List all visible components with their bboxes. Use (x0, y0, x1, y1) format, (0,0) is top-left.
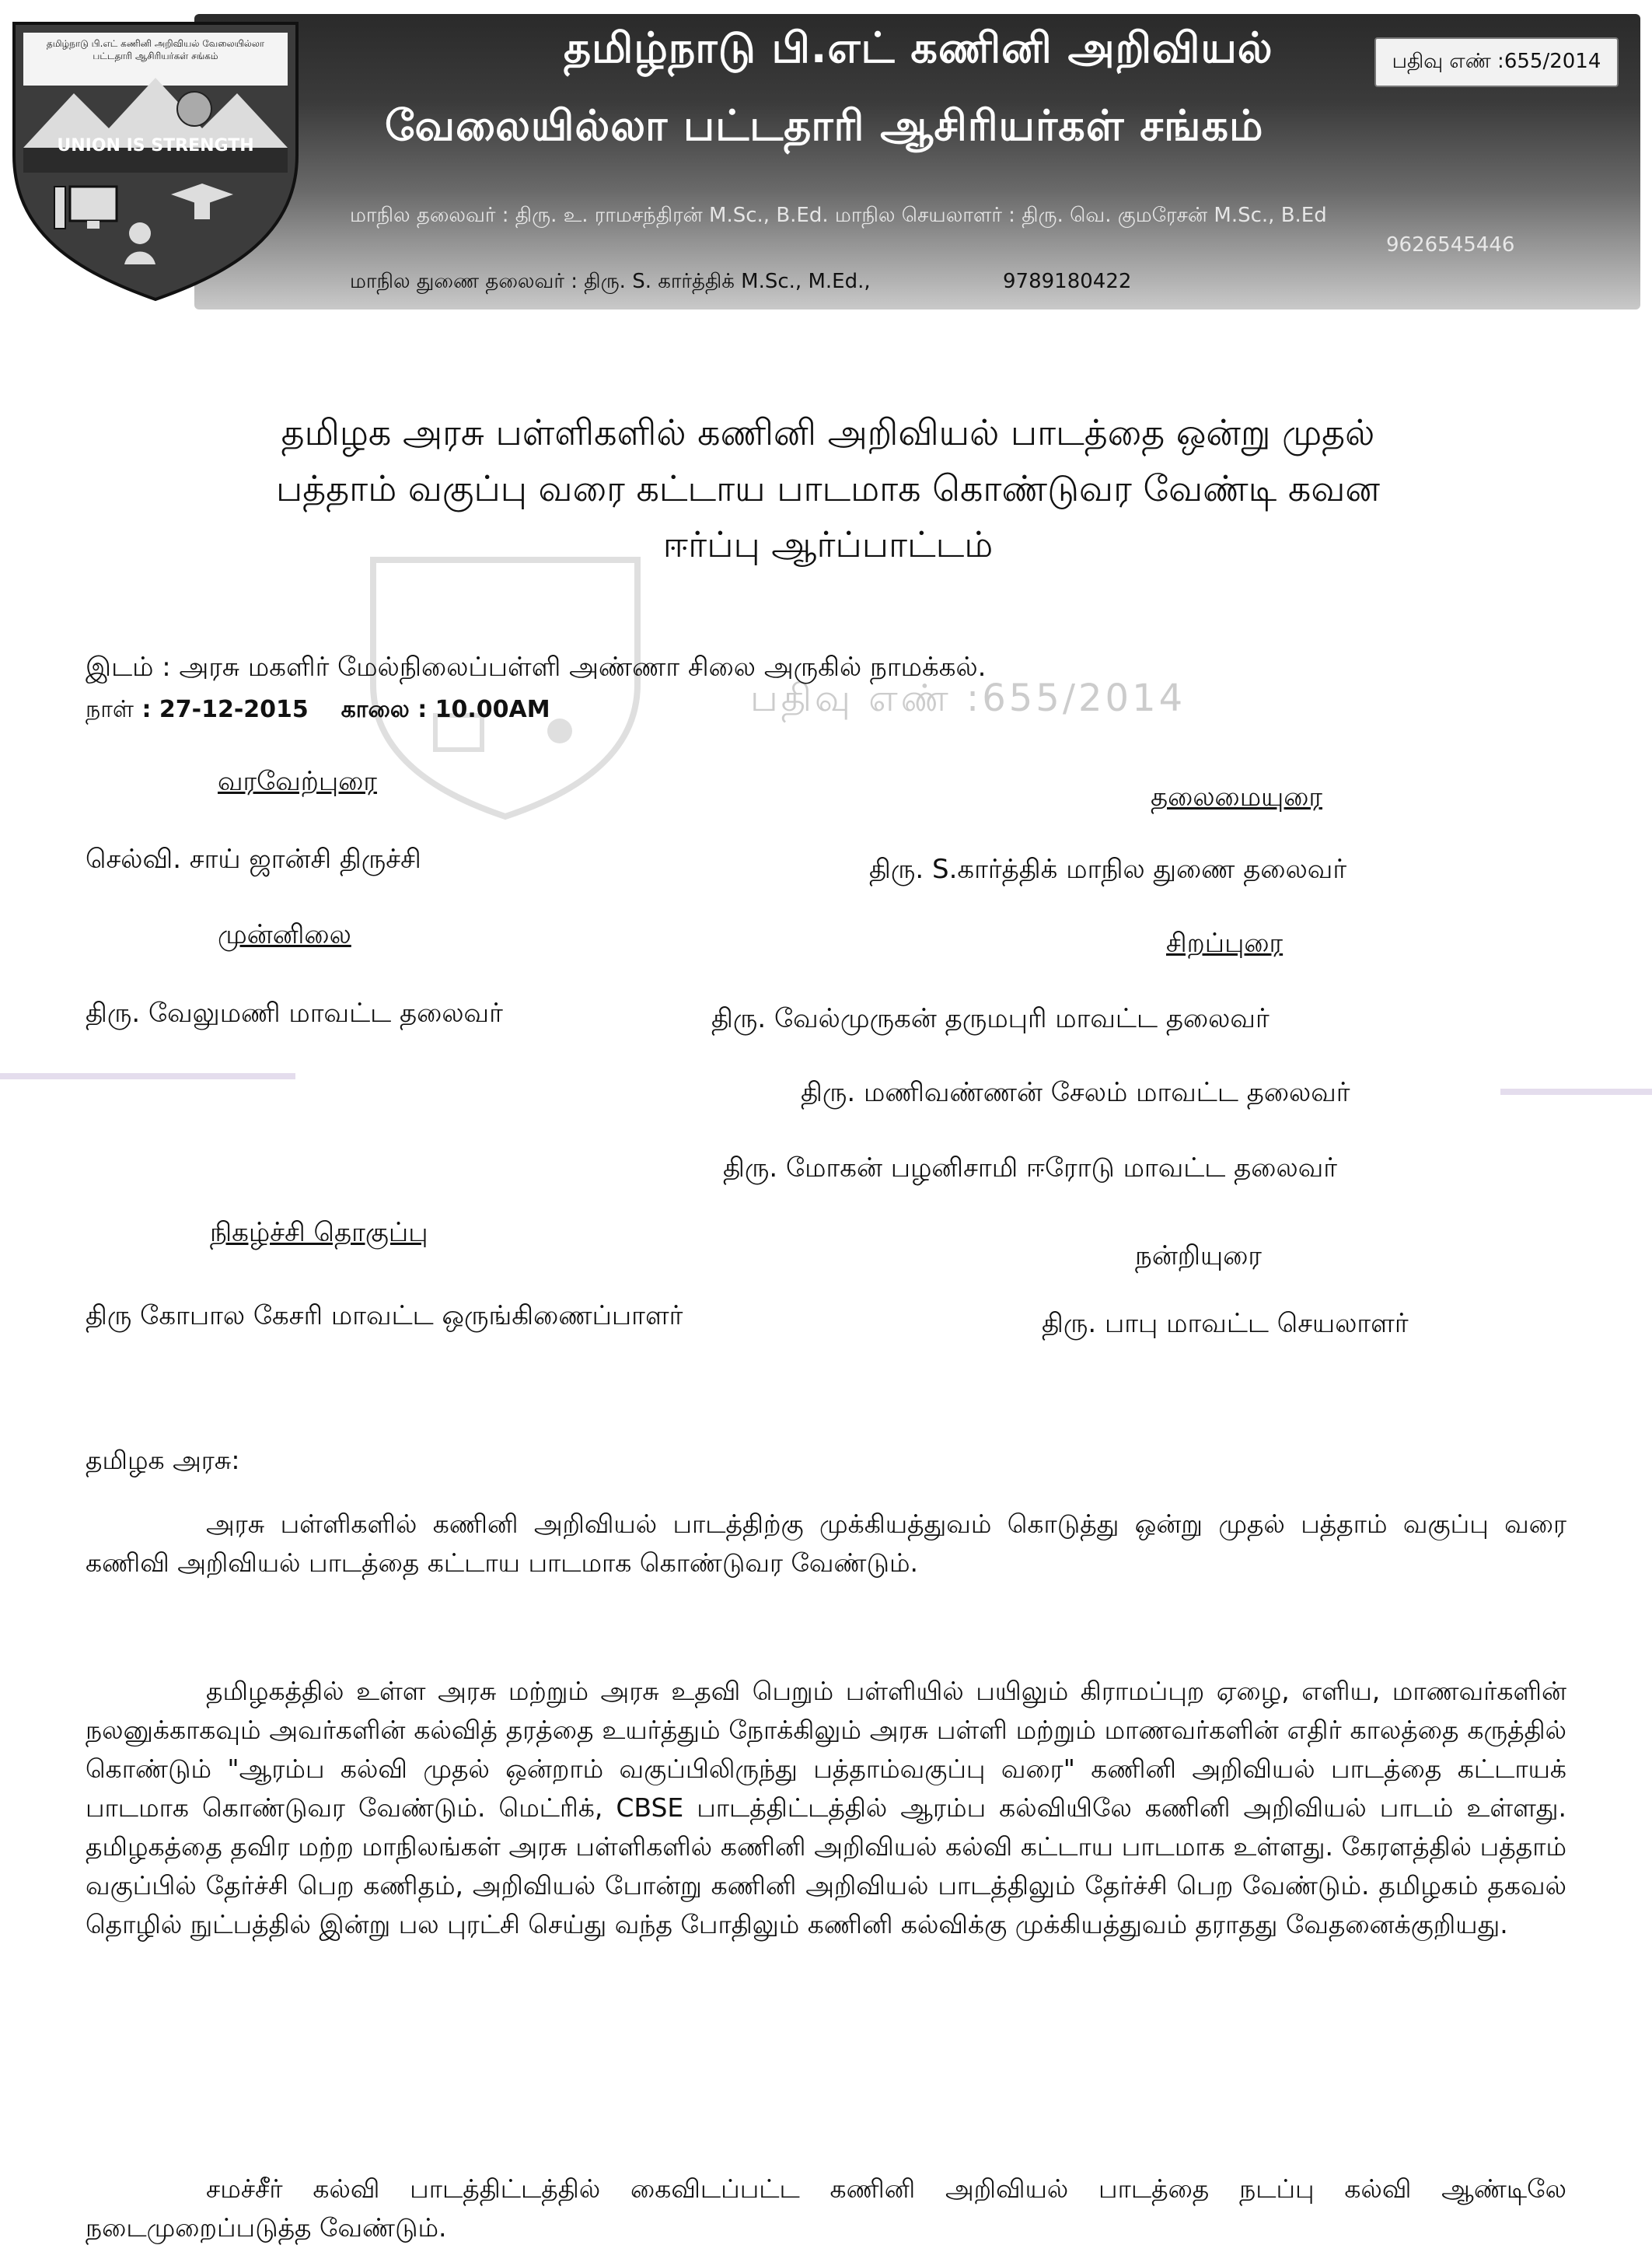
heading-line3: ஈர்ப்பு ஆர்ப்பாட்டம் (662, 523, 994, 565)
emblem-motto: UNION IS STRENGTH (57, 136, 254, 156)
officers-line2: மாநில துணை தலைவர் : திரு. S. கார்த்திக் M.Sc., M.Ed., (350, 270, 871, 293)
vote-of-thanks-person: திரு. பாபு மாவட்ட செயலாளர் (1042, 1308, 1409, 1339)
body-paragraph2: தமிழகத்தில் உள்ள அரசு மற்றும் அரசு உதவி பெறும் பள்ளியில் பயிலும் கிராமப்புற ஏழை, எளிய, மாணவர்களின் நலனுக்காகவும் அவர்களின் கல்வித் தரத்தை உயர்த்தும் நோக்கிலும் அரசு பள்ளி மற்றும் மாணவர்களின் எதிர் காலத்தை கருத்தில் கொண்டும் "ஆரம்ப கல்வி முதல் ஒன்றாம் வகுப்பிலிருந்து பத்தாம்வகுப்பு வரை" கணினி அறிவியல் பாடத்தை கட்டாயக் பாடமாக கொண்டுவர வேண்டும். மெட்ரிக், CBSE பாடத்திட்டத்தில் ஆரம்ப கல்வியிலே கணினி அறிவியல் பாடம் உள்ளது. தமிழகத்தை தவிர மற்ற மாநிலங்கள் அரசு பள்ளிகளில் கணினி அறிவியல் கல்வி கட்டாய பாடமாக உள்ளது. கேரளத்தில் பத்தாம் வகுப்பில் தேர்ச்சி பெற கணிதம், அறிவியல் போன்று கணினி அறிவியல் பாடத்திலும் தேர்ச்சி பெற வேண்டும். தமிழகம் தகவல் தொழில் நுட்பத்தில் இன்று பல புரட்சி செய்து வந்த போதிலும் கணினி கல்விக்கு முக்கியத்துவம் தராதது வேதனைக்குறியது. (86, 1676, 1566, 1939)
special-address-person3: திரு. மோகன் பழனிசாமி ஈரோடு மாவட்ட தலைவர் (723, 1152, 1338, 1184)
faint-mark (1500, 1089, 1652, 1095)
body-paragraph3: சமச்சீர் கல்வி பாடத்திட்டத்தில் கைவிடப்பட்ட கணினி அறிவியல் பாடத்தை நடப்பு கல்வி ஆண்டிலே நடைமுறைப்படுத்த வேண்டும். (86, 2173, 1566, 2243)
special-address-title: சிறப்புரை (1166, 928, 1284, 959)
special-address-person2: திரு. மணிவண்ணன் சேலம் மாவட்ட தலைவர் (801, 1077, 1350, 1108)
officers-line2-phone: 9789180422 (1003, 270, 1132, 293)
presidential-address-title: தலைமையுரை (1151, 782, 1322, 813)
program-compere-title: நிகழ்ச்சி தொகுப்பு (210, 1217, 428, 1248)
body-paragraph1: அரசு பள்ளிகளில் கணினி அறிவியல் பாடத்திற்கு முக்கியத்துவம் கொடுத்து ஒன்று முதல் பத்தாம் வகுப்பு வரை கணிவி அறிவியல் பாடத்தை கட்டாய பாடமாக கொண்டுவர வேண்டும். (86, 1509, 1566, 1578)
addressee: தமிழக அரசு: (86, 1445, 240, 1475)
officers-line1-phone: 9626545446 (1386, 233, 1515, 257)
welcome-speech-person: செல்வி. சாய் ஜான்சி திருச்சி (86, 844, 421, 875)
program-compere-person: திரு கோபால கேசரி மாவட்ட ஒருங்கிணைப்பாளர் (86, 1300, 683, 1331)
union-title-line2: வேலையில்லா பட்டதாரி ஆசிரியர்கள் சங்கம் (385, 101, 1264, 150)
vote-of-thanks-title: நன்றியுரை (1135, 1240, 1262, 1271)
document-heading (70, 404, 1586, 572)
time-label: காலை (341, 696, 410, 723)
body-paragraph3-block (86, 2170, 1566, 2247)
date-value: : 27-12-2015 (141, 696, 309, 723)
event-date (86, 696, 550, 726)
presidential-address-person: திரு. S.கார்த்திக் மாநில துணை தலைவர் (869, 854, 1347, 885)
letterhead (0, 0, 1652, 327)
body-paragraph2-block (86, 1672, 1566, 1944)
presence-title: முன்னிலை (218, 919, 351, 950)
heading-line2: பத்தாம் வகுப்பு வரை கட்டாய பாடமாக கொண்டுவர வேண்டி கவன (276, 467, 1380, 509)
body-paragraph1-block (86, 1505, 1566, 1582)
registration-number: பதிவு எண் :655/2014 (1374, 37, 1619, 87)
officers-line1: மாநில தலைவர் : திரு. உ. ராமசந்திரன் M.Sc., B.Ed. மாநில செயலாளர் : திரு. வெ. குமரேசன் M.Sc., B.Ed (350, 204, 1327, 227)
event-venue: இடம் : அரசு மகளிர் மேல்நிலைப்பள்ளி அண்ணா சிலை அருகில் நாமக்கல். (86, 652, 987, 683)
faint-mark (0, 1073, 295, 1079)
time-value: : 10.00AM (417, 696, 550, 723)
date-label: நாள் (86, 696, 134, 723)
heading-line1: தமிழக அரசு பள்ளிகளில் கணினி அறிவியல் பாடத்தை ஒன்று முதல் (281, 411, 1375, 453)
welcome-speech-title: வரவேற்புரை (218, 766, 377, 797)
presence-person: திரு. வேலுமணி மாவட்ட தலைவர் (86, 998, 503, 1029)
faint-stamp-text: பதிவு எண் :655/2014 (750, 677, 1186, 720)
special-address-person1: திரு. வேல்முருகன் தருமபுரி மாவட்ட தலைவர் (711, 1003, 1270, 1034)
emblem-top-text: தமிழ்நாடு பி.எட் கணினி அறிவியல் வேலையில்லா பட்டதாரி ஆசிரியர்கள் சங்கம் (46, 38, 265, 61)
union-title-line1: தமிழ்நாடு பி.எட் கணினி அறிவியல் (564, 23, 1273, 72)
